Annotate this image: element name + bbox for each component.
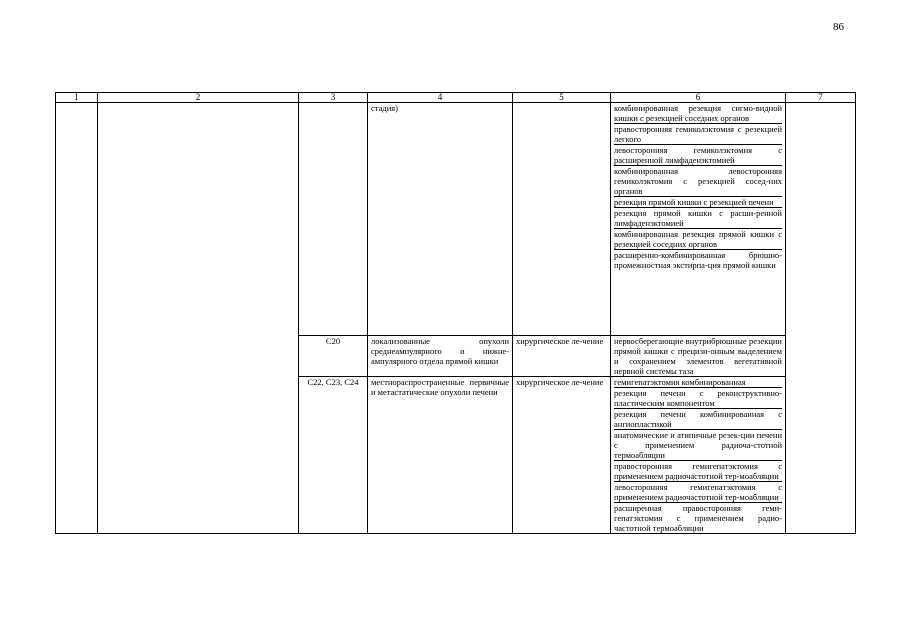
cell-col2 (98, 103, 299, 534)
column-header: 5 (513, 93, 611, 103)
operation-item: правосторонняя гемигепатэктомия с применением радиочастотной тер-моабляции (614, 461, 782, 481)
operations-cell (611, 103, 786, 336)
operation-item: левосторонняя гемиколэктомия с расширенной лимфаденэктомией (614, 145, 782, 165)
table-row (56, 103, 856, 336)
column-header: 1 (56, 93, 98, 103)
column-header: 6 (611, 93, 786, 103)
operation-item: комбинированная левосторонняя гемиколэктомия с резекцией сосед-них органов (614, 166, 782, 196)
operation-item: резекция печени с реконструктивно-пластическим компонентом (614, 388, 782, 408)
operations-cell (611, 377, 786, 534)
column-header: 3 (299, 93, 368, 103)
diagnosis-code: C20 (299, 336, 368, 377)
page-number: 86 (833, 21, 844, 33)
column-number-row (56, 93, 856, 103)
operation-item: комбинированная резекция прямой кишки с резекцией соседних органов (614, 229, 782, 249)
operation-item: расширенная правосторонняя геми-гепатэктомия с применением радио-частотной термоабляции (614, 503, 782, 533)
operation-item: резекция прямой кишки с резекцией печени (614, 197, 782, 208)
operation-item: гемигепатэктомия комбинированная (614, 377, 782, 388)
diagnosis-code (299, 103, 368, 336)
medical-care-table (55, 92, 856, 534)
column-header: 4 (368, 93, 513, 103)
treatment-type: хирургическое ле-чение (513, 377, 611, 534)
operation-item: анатомические и атипичные резек-ции печени с применением радиоча-стотной термоабляции (614, 430, 782, 460)
operation-item: правосторонняя гемиколэктомия с резекцией легкого (614, 124, 782, 144)
operations-cell (611, 336, 786, 377)
diagnosis-text: стадия) (368, 103, 513, 336)
diagnosis-text: местнораспространенные первичные и метастатические опухоли печени (368, 377, 513, 534)
diagnosis-text: локализованные опухоли среднеампулярного и нижне-ампулярного отдела прямой кишки (368, 336, 513, 377)
column-header: 7 (786, 93, 856, 103)
operation-item: левосторонняя гемигепатэктомия с применением радиочастотной тер-моабляции (614, 482, 782, 502)
operation-item: резекция прямой кишки с расши-ренной лимфаденэктомией (614, 208, 782, 228)
cell-col7 (786, 103, 856, 534)
operation-item: нервосберегающие внутрибрюшные резекции прямой кишки с прецизи-онным выделением и сохранением элементов вегетативной нервной системы таза (614, 336, 782, 376)
operation-item: расширенно-комбинированная брюшно-промежностная экстирпа-ция прямой кишки (614, 250, 782, 270)
treatment-type (513, 103, 611, 336)
treatment-type: хирургическое ле-чение (513, 336, 611, 377)
operation-item: резекция печени комбинированная с ангиопластикой (614, 409, 782, 429)
diagnosis-code: C22, C23, C24 (299, 377, 368, 534)
cell-col1 (56, 103, 98, 534)
operation-item: комбинированная резекция сигмо-видной кишки с резекцией соседних органов (614, 103, 782, 123)
column-header: 2 (98, 93, 299, 103)
